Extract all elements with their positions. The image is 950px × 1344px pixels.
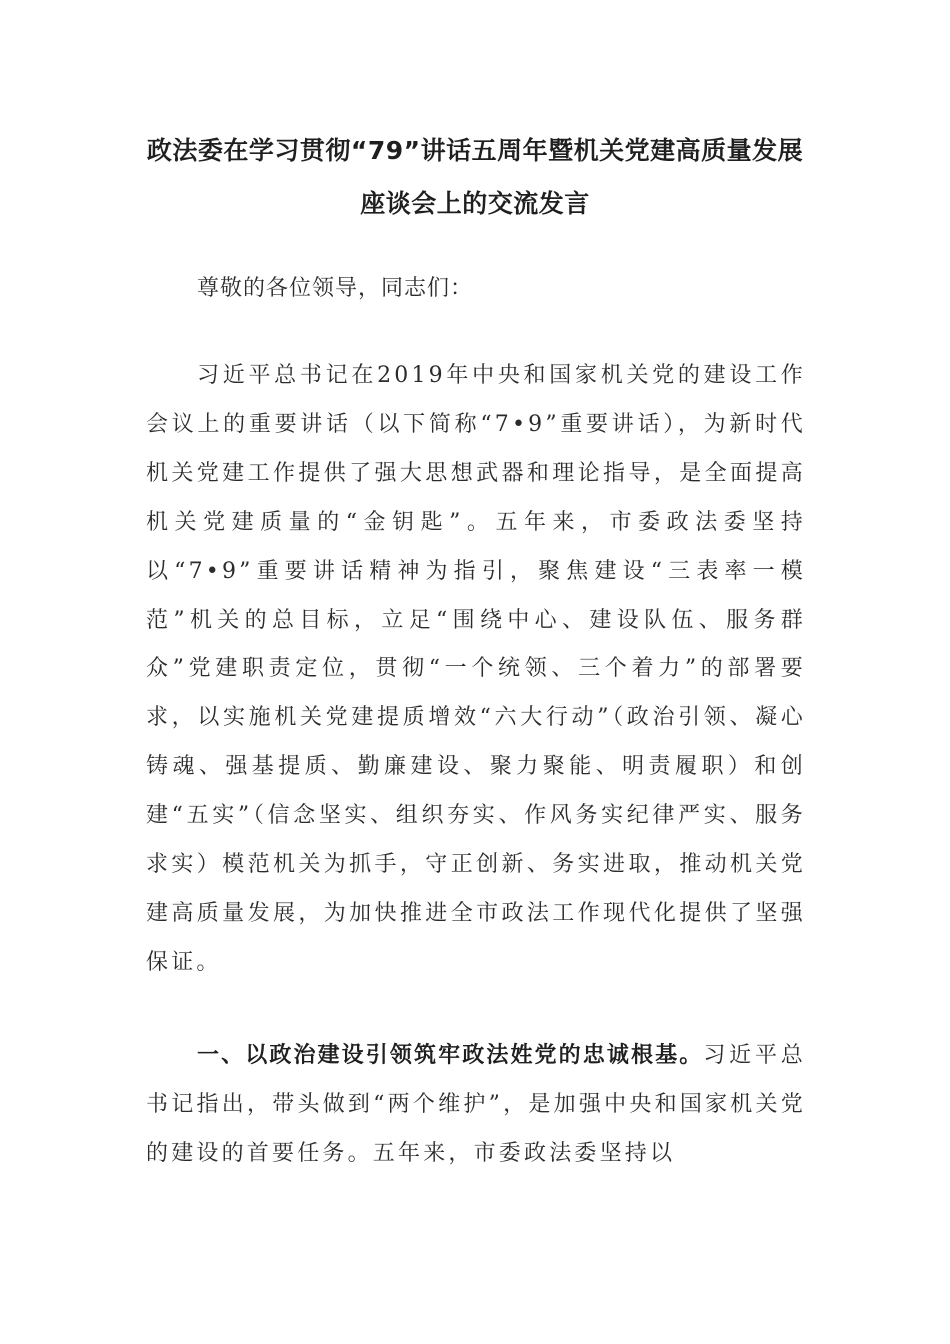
section-heading-1: 一、以政治建设引领筑牢政法姓党的忠诚根基。	[197, 1043, 704, 1068]
section-body-text-1: 习近平总书记指出，带头做到“两个维护”，是加强中央和国家机关党的建设的首要任务。五年来，市委政法委坚持以	[146, 1043, 806, 1166]
salutation: 尊敬的各位领导，同志们：	[197, 276, 474, 301]
body-paragraph-1: 习近平总书记在2019年中央和国家机关党的建设工作会议上的重要讲话（以下简称“7•9”重要讲话），为新时代机关党建工作提供了强大思想武器和理论指导，是全面提高机关党建质量的“金钥匙”。五年来，市委政法委坚持以“7•9”重要讲话精神为指引，聚焦建设“三表率一模范”机关的总目标，立足“围绕中心、建设队伍、服务群众”党建职责定位，贯彻“一个统领、三个着力”的部署要求，以实施机关党建提质增效“六大行动”（政治引领、凝心铸魂、强基提质、勤廉建设、聚力聚能、明责履职）和创建“五实”（信念坚实、组织夯实、作风务实纪律严实、服务求实）模范机关为抓手，守正创新、务实进取，推动机关党建高质量发展，为加快推进全市政法工作现代化提供了坚强保证。	[146, 363, 806, 975]
document-title: 政法委在学习贯彻“79”讲话五周年暨机关党建高质量发展座谈会上的交流发言	[146, 136, 804, 218]
body-paragraph-2	[146, 1032, 806, 1179]
